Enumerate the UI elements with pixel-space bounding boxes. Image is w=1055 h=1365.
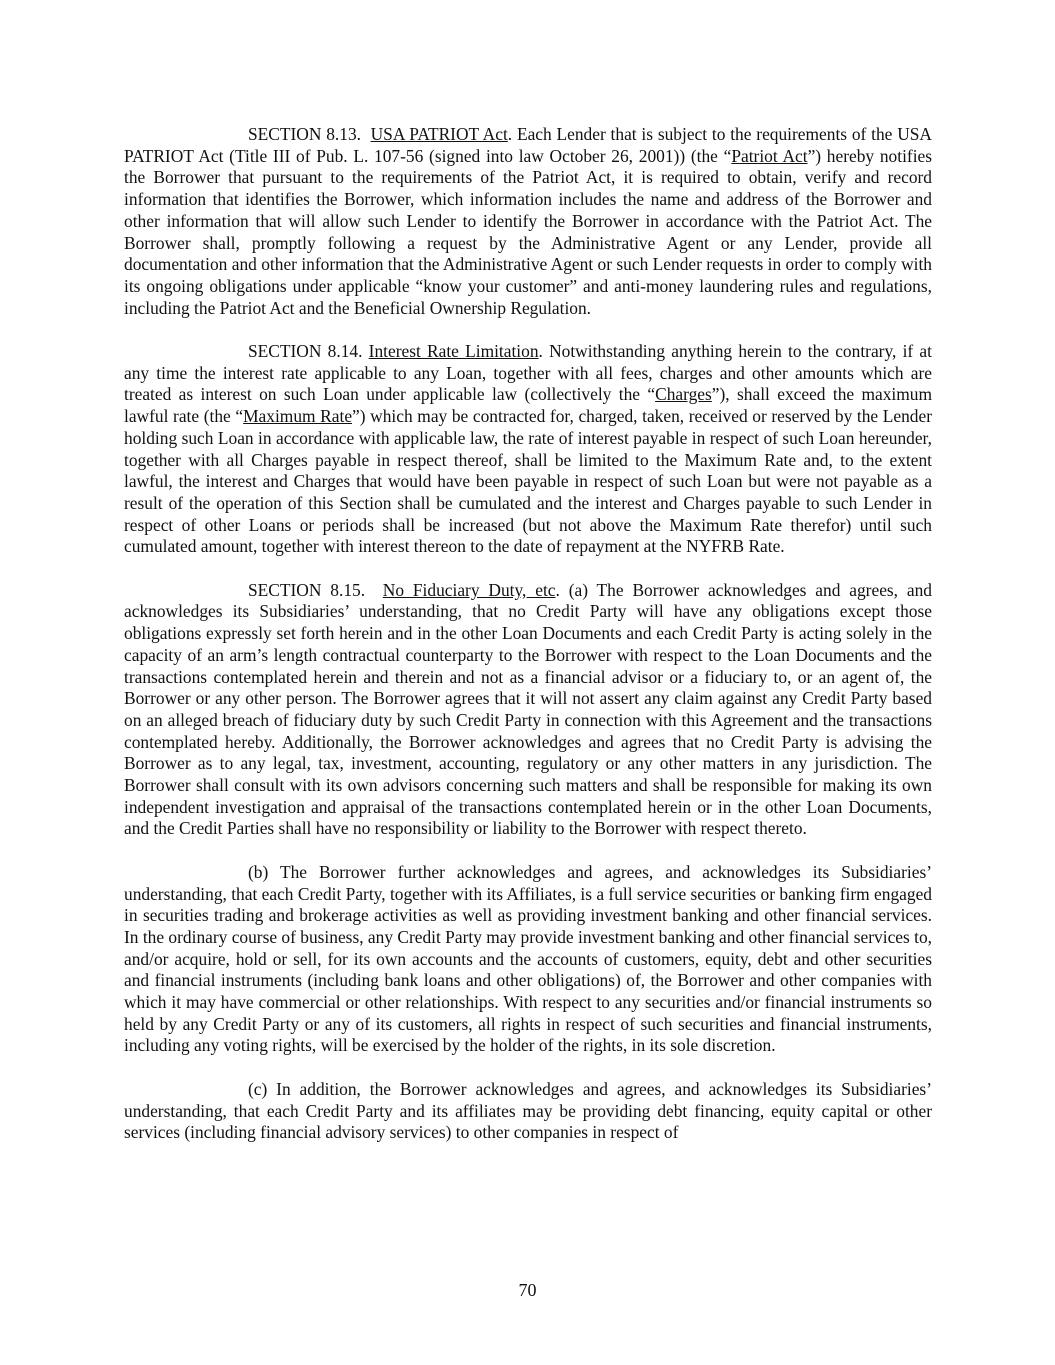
page-number: 70	[518, 1280, 537, 1300]
section-8-13-heading: USA PATRIOT Act	[370, 124, 508, 144]
section-8-15-number: SECTION 8.15.	[248, 579, 366, 600]
section-8-13-text-2: ”) hereby notifies the Borrower that pursuant to the requirements of the Patriot Act, it is required to obtain, verify and record information that identifies the Borrower, which information includes the name and address of the Borrower and other information that will allow such Lender to identify the Borrower in accordance with the Patriot Act. The Borrower shall, promptly following a request by the Administrative Agent or any Lender, provide all documentation and other information that the Administrative Agent or such Lender requests in order to comply with its ongoing obligations under applicable “know your customer” and anti-money laundering rules and regulations, including the Patriot Act and the Beneficial Ownership Regulation.	[124, 145, 933, 318]
defined-term-patriot-act: Patriot Act	[731, 145, 808, 166]
section-8-13-paragraph	[124, 124, 932, 319]
section-8-14-paragraph	[124, 341, 932, 558]
defined-term-charges: Charges	[655, 384, 712, 405]
section-8-14-heading: Interest Rate Limitation	[368, 341, 539, 362]
section-8-14-number: SECTION 8.14.	[248, 341, 363, 362]
section-8-15-paragraph-a	[124, 580, 932, 840]
defined-term-maximum-rate: Maximum Rate	[243, 406, 353, 427]
section-8-15-heading: No Fiduciary Duty, etc	[382, 579, 556, 600]
document-page	[124, 124, 932, 1166]
section-8-15-paragraph-c: (c) In addition, the Borrower acknowledges and agrees, and acknowledges its Subsidiaries’ understanding, that each Credit Party and its affiliates may be providing debt financing, equity capital or other services (including financial advisory services) to other companies in respect of	[124, 1078, 932, 1143]
section-8-14-text-2: ”), shall exceed the maximum lawful rate (the “	[124, 384, 932, 427]
section-8-14-text-3: ”) which may be contracted for, charged, taken, received or reserved by the Lender holding such Loan in accordance with applicable law, the rate of interest payable in respect of such Loan hereunder, together with all Charges payable in respect thereof, shall be limited to the Maximum Rate and, to the extent lawful, the interest and Charges that would have been payable in respect of such Loan but were not payable as a result of the operation of this Section shall be cumulated and the interest and Charges payable to such Lender in respect of other Loans or periods shall be increased (but not above the Maximum Rate therefor) until such cumulated amount, together with interest thereon to the date of repayment at the NYFRB Rate.	[124, 406, 932, 557]
section-8-15-text-a: . (a) The Borrower acknowledges and agrees, and acknowledges its Subsidiaries’ understanding, that no Credit Party will have any obligations except those obligations expressly set forth herein and in the other Loan Documents and each Credit Party is acting solely in the capacity of an arm’s length contractual counterparty to the Borrower with respect to the Loan Documents and the transactions contemplated herein and therein and not as a financial advisor or a fiduciary to, or an agent of, the Borrower or any other person. The Borrower agrees that it will not assert any claim against any Credit Party based on an alleged breach of fiduciary duty by such Credit Party in connection with this Agreement and the transactions contemplated hereby. Additionally, the Borrower acknowledges and agrees that no Credit Party is advising the Borrower as to any legal, tax, investment, accounting, regulatory or any other matters in any jurisdiction. The Borrower shall consult with its own advisors concerning such matters and shall be responsible for making its own independent investigation and appraisal of the transactions contemplated herein or in the other Loan Documents, and the Credit Parties shall have no responsibility or liability to the Borrower with respect thereto.	[124, 579, 932, 839]
section-8-15-paragraph-b: (b) The Borrower further acknowledges and agrees, and acknowledges its Subsidiaries’ understanding, that each Credit Party, together with its Affiliates, is a full service securities or banking firm engaged in securities trading and brokerage activities as well as providing investment banking and other financial services. In the ordinary course of business, any Credit Party may provide investment banking and other financial services to, and/or acquire, hold or sell, for its own accounts and the accounts of customers, equity, debt and other securities and financial instruments (including bank loans and other obligations) of, the Borrower and other companies with which it may have commercial or other relationships. With respect to any securities and/or financial instruments so held by any Credit Party or any of its customers, all rights in respect of such securities and financial instruments, including any voting rights, will be exercised by the holder of the rights, in its sole discretion.	[124, 861, 932, 1056]
section-8-13-number: SECTION 8.13.	[248, 124, 362, 144]
section-8-14-text-1: . Notwithstanding anything herein to the contrary, if at any time the interest rate applicable to any Loan, together with all fees, charges and other amounts which are treated as interest on such Loan under applicable law (collectively the “	[124, 341, 932, 405]
section-8-13-text-1: . Each Lender that is subject to the requirements of the USA PATRIOT Act (Title III of Pub. L. 107-56 (signed into law October 26, 2001)) (the “	[124, 124, 932, 166]
